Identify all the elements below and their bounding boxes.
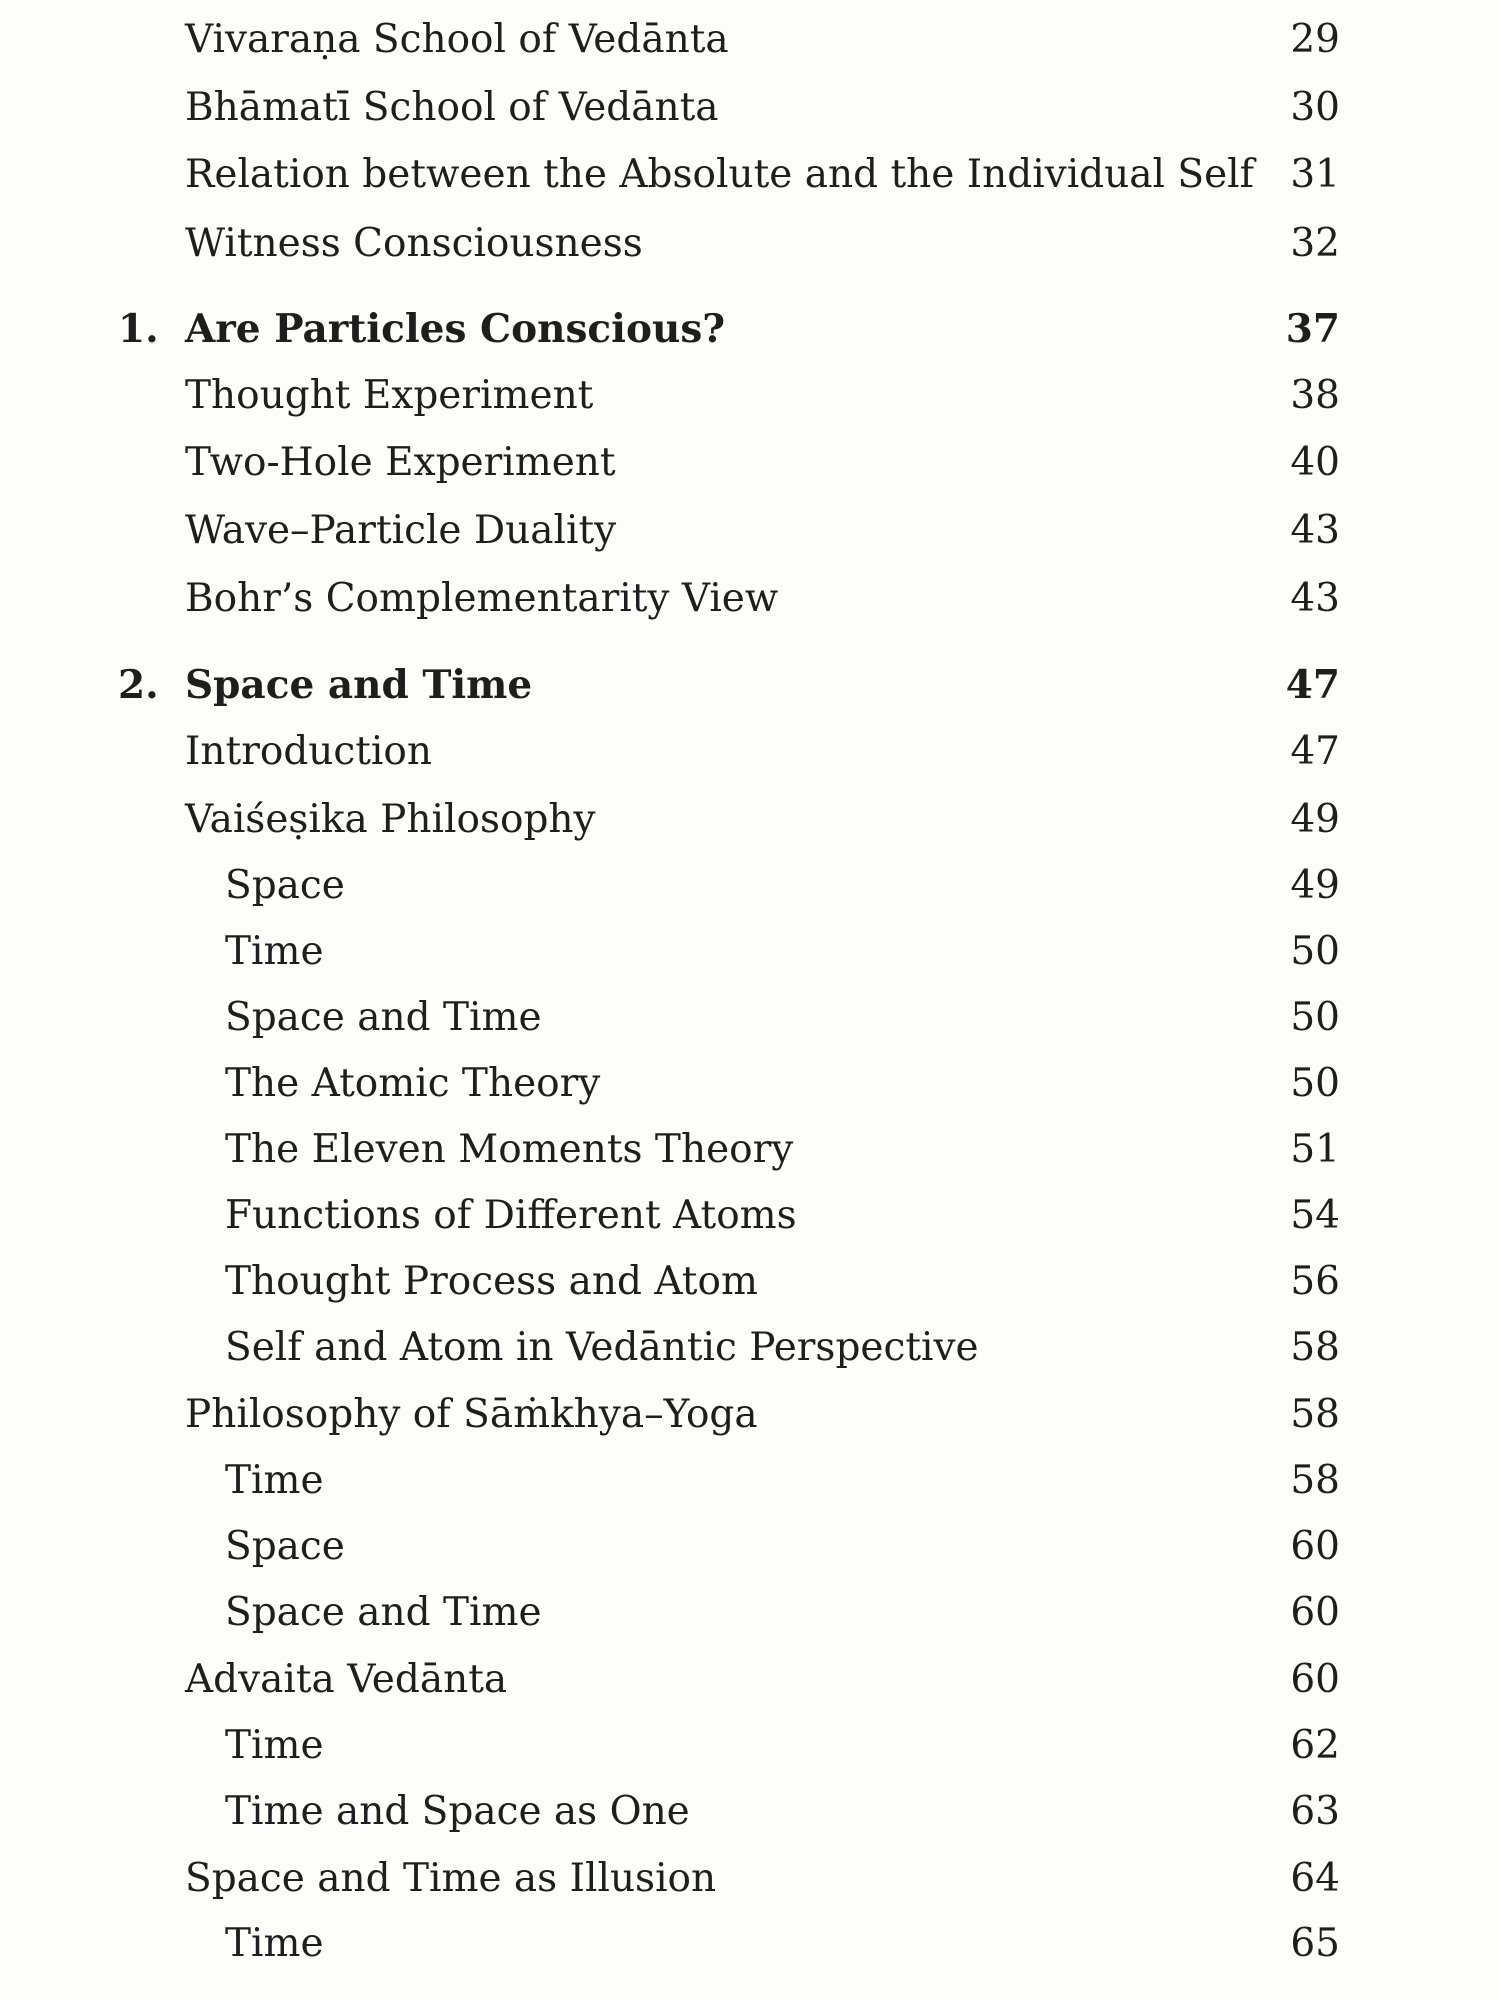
toc-subentry-title: Time — [225, 929, 324, 974]
toc-subentry[interactable] — [0, 1782, 1500, 1842]
chapter-title: Are Particles Conscious? — [185, 306, 726, 352]
toc-subentry-page: 50 — [1290, 1061, 1340, 1106]
toc-entry-page: 29 — [1290, 17, 1340, 62]
toc-subentry[interactable] — [0, 1583, 1500, 1643]
toc-entry[interactable] — [0, 1849, 1500, 1909]
toc-entry[interactable] — [0, 569, 1500, 629]
toc-subentry-title: Space — [225, 863, 345, 908]
toc-entry[interactable] — [0, 433, 1500, 493]
toc-subentry-title: Space and Time — [225, 995, 542, 1040]
toc-entry-title: Advaita Vedānta — [185, 1657, 508, 1702]
toc-entry-title: Bhāmatī School of Vedānta — [185, 85, 719, 130]
toc-subentry-title: Self and Atom in Vedāntic Perspective — [225, 1325, 979, 1370]
toc-subentry-page: 60 — [1290, 1524, 1340, 1569]
toc-entry-title: Two-Hole Experiment — [185, 440, 616, 485]
toc-entry-page: 58 — [1290, 1392, 1340, 1437]
toc-entry[interactable] — [0, 78, 1500, 138]
toc-subentry[interactable] — [0, 1716, 1500, 1776]
toc-subentry[interactable] — [0, 1252, 1500, 1312]
toc-entry[interactable] — [0, 214, 1500, 274]
toc-subentry-title: Time — [225, 1458, 324, 1503]
toc-subentry-title: Time — [225, 1723, 324, 1768]
toc-entry-page: 49 — [1290, 797, 1340, 842]
toc-subentry-page: 58 — [1290, 1325, 1340, 1370]
toc-subentry-page: 63 — [1290, 1789, 1340, 1834]
toc-subentry-page: 54 — [1290, 1193, 1340, 1238]
toc-subentry[interactable] — [0, 856, 1500, 916]
toc-subentry[interactable] — [0, 922, 1500, 982]
toc-subentry-page: 50 — [1290, 929, 1340, 974]
toc-subentry[interactable] — [0, 988, 1500, 1048]
toc-subentry-title: Functions of Different Atoms — [225, 1193, 797, 1238]
toc-entry-title: Philosophy of Sāṁkhya–Yoga — [185, 1392, 758, 1437]
toc-entry[interactable] — [0, 366, 1500, 426]
toc-entry-title: Relation between the Absolute and the Individual Self — [185, 152, 1255, 197]
toc-entry-page: 31 — [1290, 152, 1340, 197]
toc-subentry-page: 65 — [1290, 1921, 1340, 1966]
toc-subentry-title: Space — [225, 1524, 345, 1569]
toc-entry-title: Vaiśeṣika Philosophy — [185, 797, 596, 842]
toc-entry-page: 38 — [1290, 373, 1340, 418]
toc-entry-title: Bohr’s Complementarity View — [185, 576, 779, 621]
toc-entry-title: Vivaraṇa School of Vedānta — [185, 17, 729, 62]
toc-subentry-title: The Eleven Moments Theory — [225, 1127, 794, 1172]
toc-entry-page: 32 — [1290, 221, 1340, 266]
toc-subentry-title: The Atomic Theory — [225, 1061, 601, 1106]
toc-subentry-page: 51 — [1290, 1127, 1340, 1172]
toc-subentry-page: 58 — [1290, 1458, 1340, 1503]
toc-subentry-page: 49 — [1290, 863, 1340, 908]
toc-entry-page: 60 — [1290, 1657, 1340, 1702]
toc-subentry-title: Time and Space as One — [225, 1789, 690, 1834]
toc-entry-page: 64 — [1290, 1856, 1340, 1901]
chapter-number: 1. — [118, 306, 159, 352]
toc-subentry-page: 56 — [1290, 1259, 1340, 1304]
toc-subentry[interactable] — [0, 1120, 1500, 1180]
toc-subentry[interactable] — [0, 1054, 1500, 1114]
toc-subentry-page: 60 — [1290, 1590, 1340, 1635]
toc-entry[interactable] — [0, 1385, 1500, 1445]
toc-chapter-1[interactable] — [0, 299, 1500, 359]
toc-subentry[interactable] — [0, 1186, 1500, 1246]
toc-entry-title: Space and Time as Illusion — [185, 1856, 717, 1901]
toc-entry-title: Thought Experiment — [185, 373, 594, 418]
toc-subentry-page: 50 — [1290, 995, 1340, 1040]
toc-subentry[interactable] — [0, 1318, 1500, 1378]
toc-entry[interactable] — [0, 722, 1500, 782]
toc-entry-page: 43 — [1290, 508, 1340, 553]
toc-chapter-2[interactable] — [0, 655, 1500, 715]
toc-entry[interactable] — [0, 790, 1500, 850]
toc-subentry-title: Space and Time — [225, 1590, 542, 1635]
toc-subentry-page: 62 — [1290, 1723, 1340, 1768]
toc-entry-page: 47 — [1290, 729, 1340, 774]
chapter-page: 37 — [1285, 306, 1340, 352]
chapter-page: 47 — [1285, 662, 1340, 708]
toc-entry-page: 40 — [1290, 440, 1340, 485]
toc-subentry-title: Thought Process and Atom — [225, 1259, 758, 1304]
toc-entry[interactable] — [0, 10, 1500, 70]
toc-entry-page: 43 — [1290, 576, 1340, 621]
toc-entry[interactable] — [0, 1650, 1500, 1710]
toc-entry-title: Witness Consciousness — [185, 221, 643, 266]
toc-subentry[interactable] — [0, 1517, 1500, 1577]
toc-entry[interactable] — [0, 145, 1500, 205]
chapter-title: Space and Time — [185, 662, 533, 708]
toc-entry-title: Introduction — [185, 729, 432, 774]
toc-subentry[interactable] — [0, 1451, 1500, 1511]
toc-subentry-title: Time — [225, 1921, 324, 1966]
chapter-number: 2. — [118, 662, 159, 708]
toc-entry[interactable] — [0, 501, 1500, 561]
toc-entry-page: 30 — [1290, 85, 1340, 130]
toc-subentry[interactable] — [0, 1914, 1500, 1974]
toc-entry-title: Wave–Particle Duality — [185, 508, 617, 553]
